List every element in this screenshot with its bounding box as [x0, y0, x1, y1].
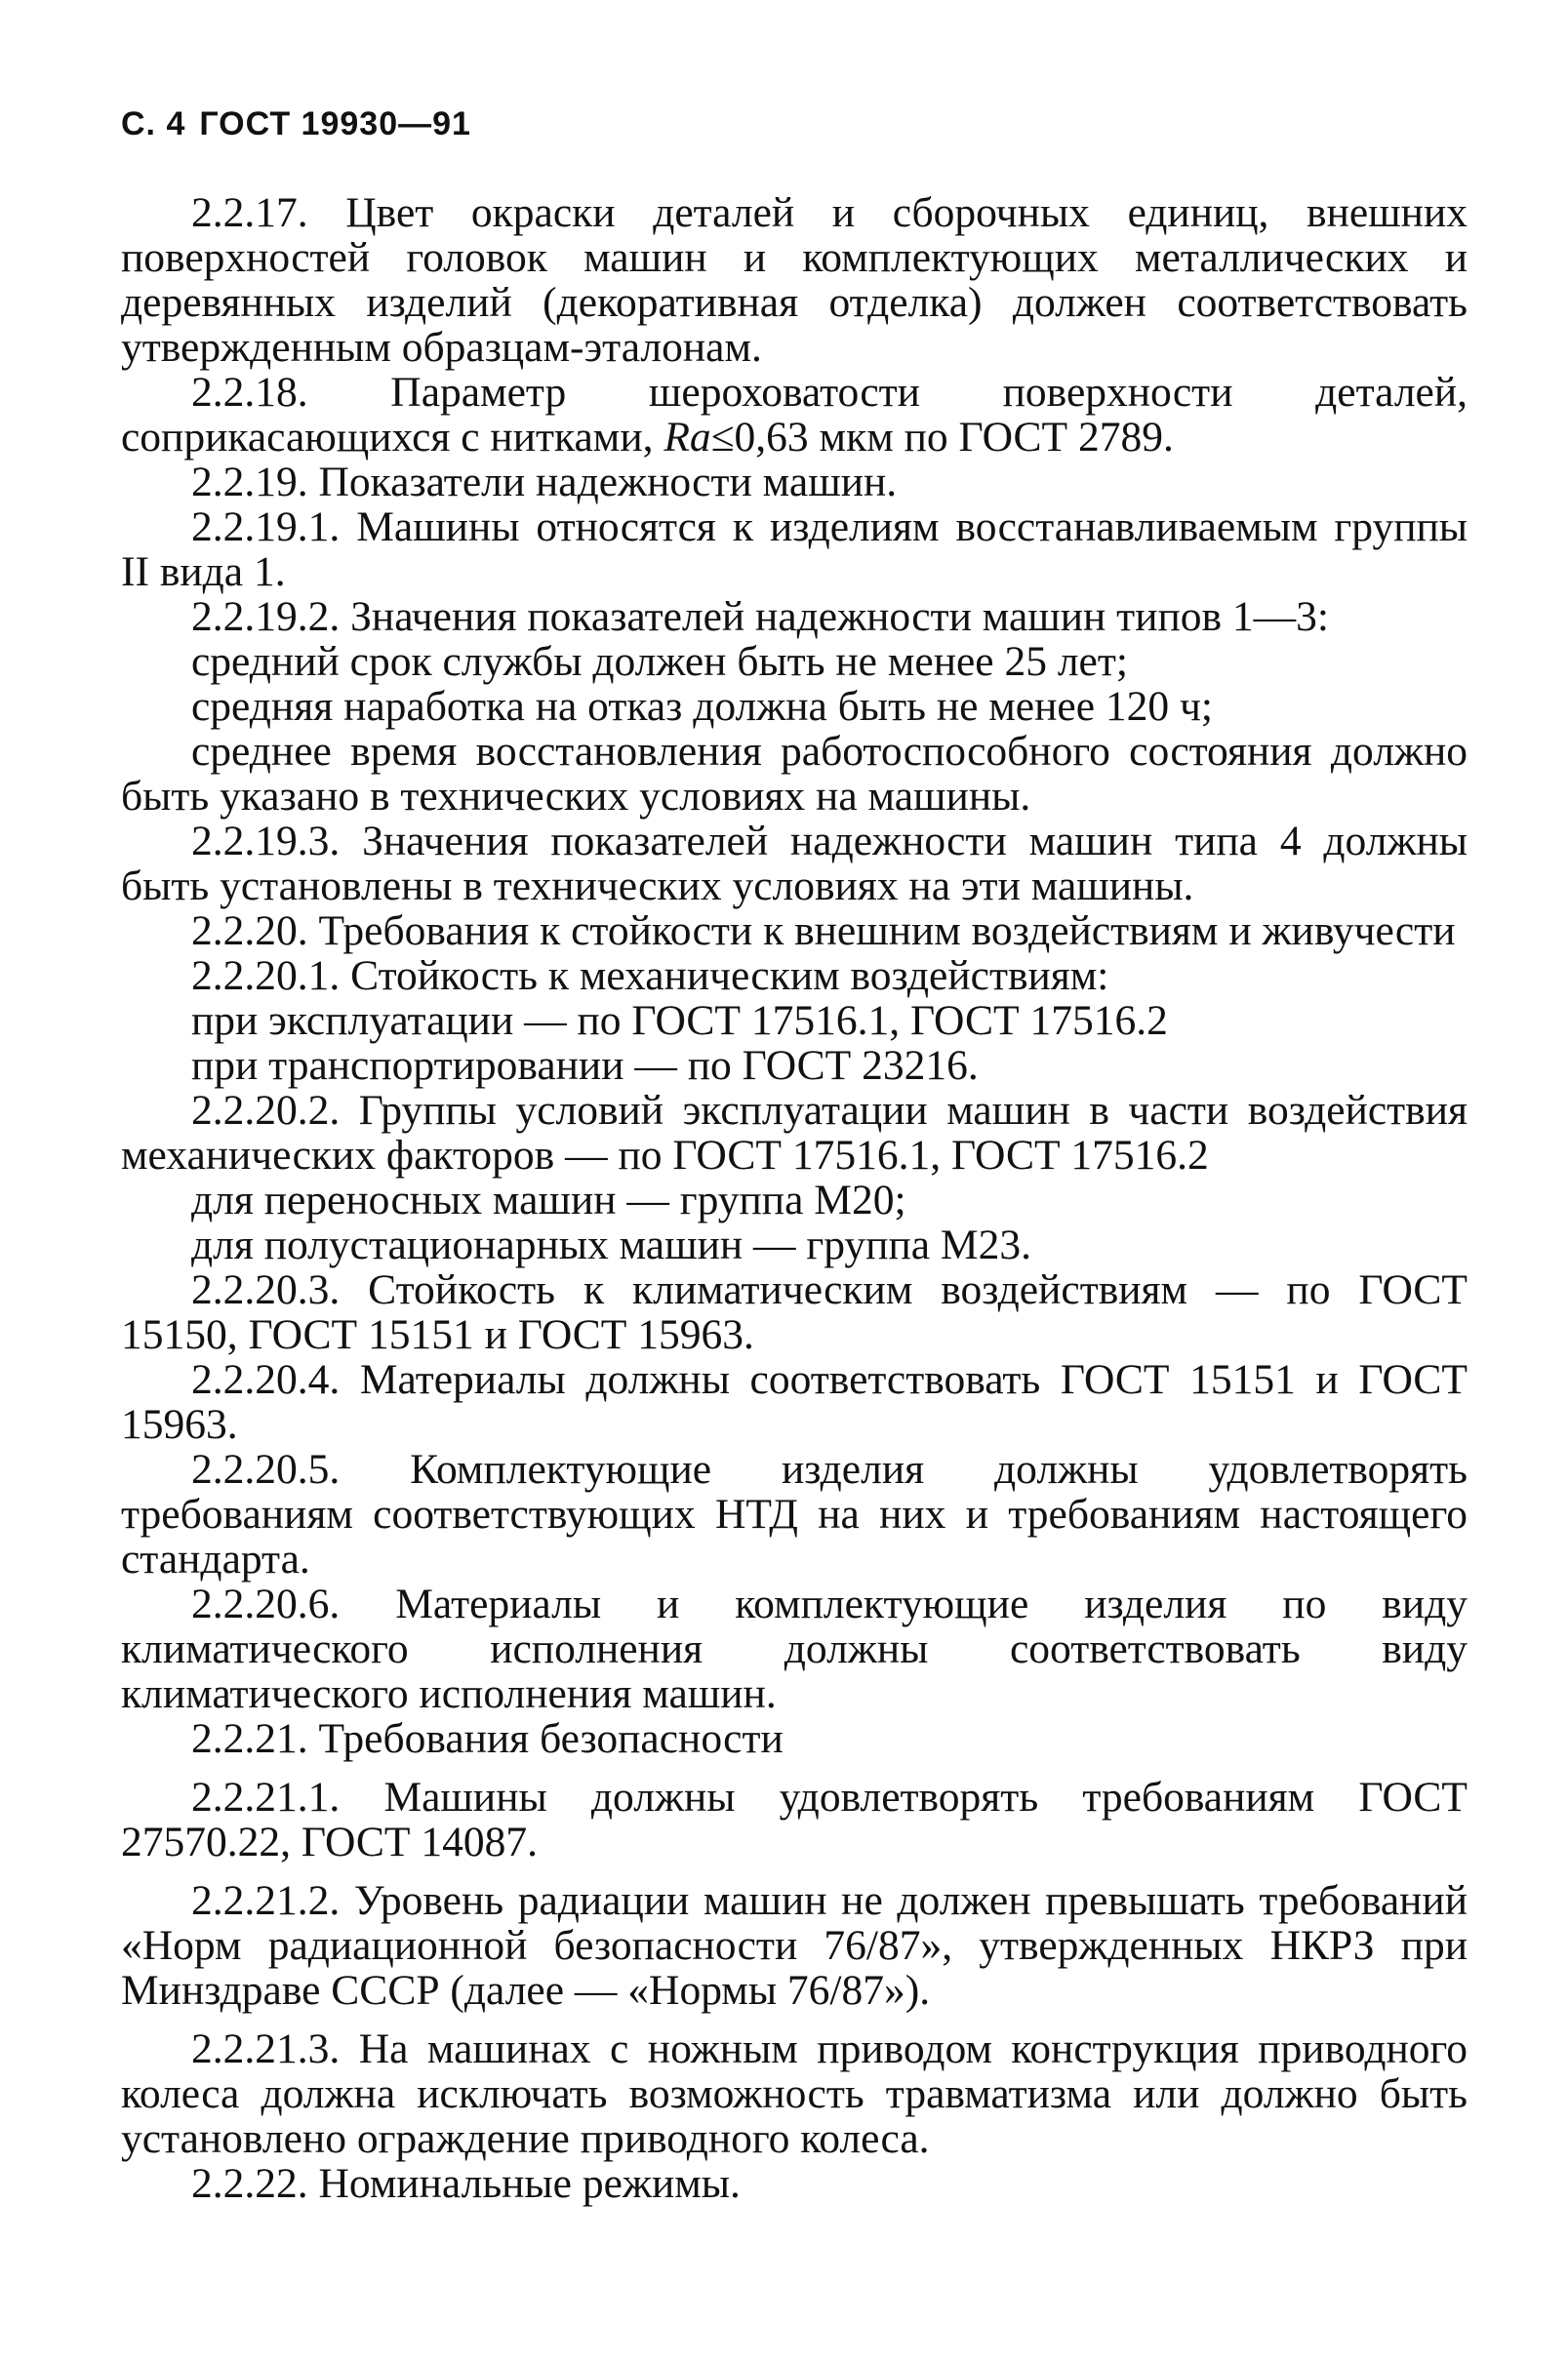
- clause-2-2-21-1: 2.2.21.1. Машины должны удовлетворять требованиям ГОСТ 27570.22, ГОСТ 14087.: [121, 1774, 1467, 1865]
- clause-2-2-18: [121, 370, 1467, 460]
- clause-2-2-20-4: 2.2.20.4. Материалы должны соответствовать ГОСТ 15151 и ГОСТ 15963.: [121, 1356, 1467, 1448]
- clause-2-2-21-3: 2.2.21.3. На машинах с ножным приводом конструкция приводного колеса должна исключать возможность травматизма или должно быть установлено ограждение приводного колеса.: [121, 2025, 1467, 2162]
- clause-2-2-21: 2.2.21. Требования безопасности: [191, 1715, 784, 1762]
- clause-2-2-20-3: 2.2.20.3. Стойкость к климатическим воздействиям — по ГОСТ 15150, ГОСТ 15151 и ГОСТ 15963.: [121, 1266, 1467, 1358]
- clause-2-2-20-6: 2.2.20.6. Материалы и комплектующие изделия по виду климатического исполнения должны соответствовать виду климатического исполнения машин.: [121, 1581, 1467, 1717]
- clause-2-2-19-1: 2.2.19.1. Машины относятся к изделиям восстанавливаемым группы II вида 1.: [121, 503, 1467, 595]
- semi-stationary-machines-item: для полустационарных машин — группа М23.: [191, 1222, 1031, 1268]
- operation-item: при эксплуатации — по ГОСТ 17516.1, ГОСТ 17516.2: [191, 997, 1168, 1044]
- recovery-time-item: среднее время восстановления работоспособного состояния должно быть указано в технических условиях на машины.: [121, 728, 1467, 820]
- clause-2-2-19-3: 2.2.19.3. Значения показателей надежности машин типа 4 должны быть установлены в технических условиях на эти машины.: [121, 818, 1467, 909]
- clause-2-2-19-2: 2.2.19.2. Значения показателей надежности машин типов 1—3:: [191, 593, 1330, 640]
- clause-2-2-20: 2.2.20. Требования к стойкости к внешним воздействиям и живучести: [191, 907, 1456, 954]
- clause-2-2-18-value: ≤0,63 мкм по ГОСТ 2789.: [710, 414, 1174, 461]
- page-number: С. 4: [121, 105, 186, 142]
- standard-id: ГОСТ 19930—91: [199, 105, 471, 142]
- body-text: [121, 190, 1467, 2206]
- document-page: [121, 105, 1467, 2206]
- service-life-item: средний срок службы должен быть не менее 25 лет;: [191, 638, 1128, 685]
- clause-2-2-17: 2.2.17. Цвет окраски деталей и сборочных единиц, внешних поверхностей головок машин и комплектующих металлических и деревянных изделий (декоративная отделка) должен соответствовать утвержденным образцам-эталонам.: [121, 189, 1467, 371]
- clause-2-2-22: 2.2.22. Номинальные режимы.: [191, 2160, 741, 2207]
- transport-item: при транспортировании — по ГОСТ 23216.: [191, 1042, 979, 1089]
- portable-machines-item: для переносных машин — группа М20;: [191, 1177, 906, 1223]
- clause-2-2-19: 2.2.19. Показатели надежности машин.: [191, 459, 898, 505]
- page-header: [121, 105, 1467, 143]
- roughness-symbol: Ra: [663, 414, 711, 461]
- mtbf-item: средняя наработка на отказ должна быть не менее 120 ч;: [191, 683, 1213, 730]
- clause-2-2-18-text: 2.2.18. Параметр шероховатости поверхности деталей, соприкасающихся с нитками,: [121, 369, 1467, 461]
- clause-2-2-20-1: 2.2.20.1. Стойкость к механическим воздействиям:: [191, 952, 1109, 999]
- clause-2-2-20-5: 2.2.20.5. Комплектующие изделия должны удовлетворять требованиям соответствующих НТД на них и требованиям настоящего стандарта.: [121, 1446, 1467, 1583]
- clause-2-2-20-2: 2.2.20.2. Группы условий эксплуатации машин в части воздействия механических факторов — по ГОСТ 17516.1, ГОСТ 17516.2: [121, 1087, 1467, 1179]
- clause-2-2-21-2: 2.2.21.2. Уровень радиации машин не должен превышать требований «Норм радиационной безопасности 76/87», утвержденных НКРЗ при Минздраве СССР (далее — «Нормы 76/87»).: [121, 1877, 1467, 2014]
